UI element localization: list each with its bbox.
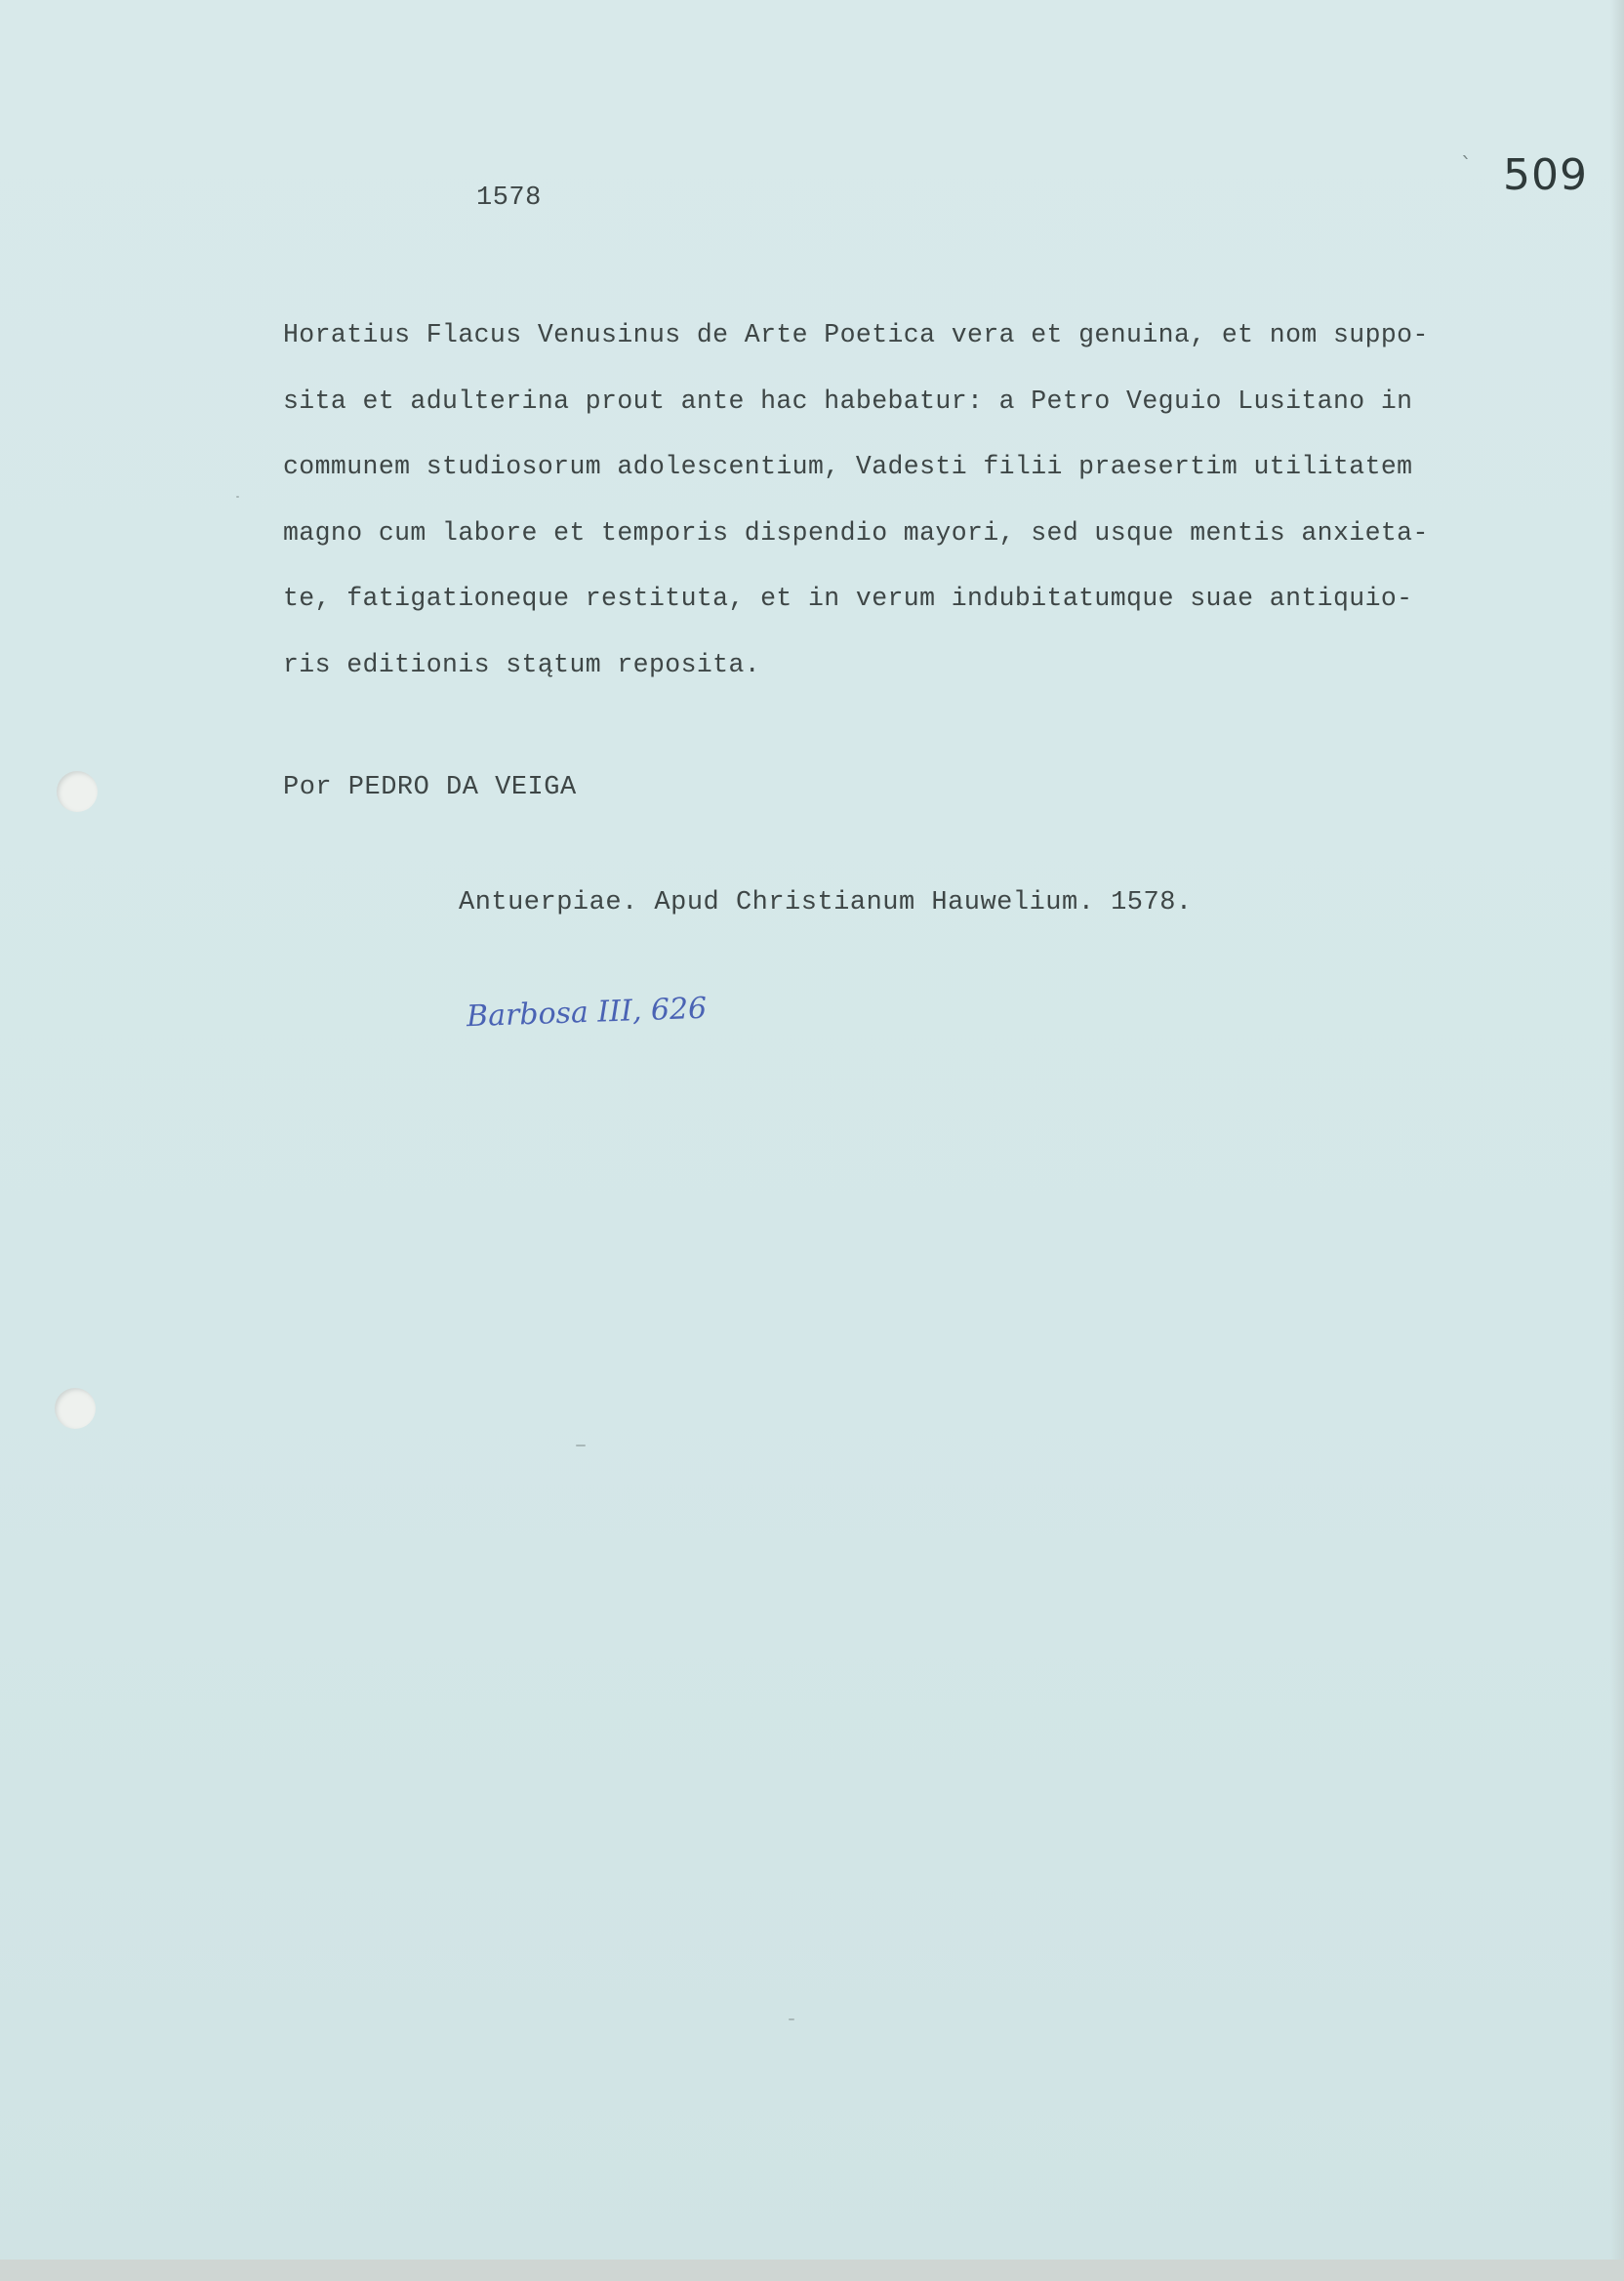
title-block [283, 303, 1581, 698]
page-edge-right [1610, 0, 1624, 2281]
page-edge-bottom [0, 2260, 1624, 2281]
title-line: Horatius Flacus Venusinus de Arte Poetica vera et genuina, et nom suppo- [283, 320, 1429, 349]
title-line: ris editionis stątum reposita. [283, 649, 761, 679]
punch-hole-top [57, 771, 98, 812]
author-line: Por PEDRO DA VEIGA [283, 773, 577, 802]
imprint-line: Antuerpiae. Apud Christianum Hauwelium. 1578. [459, 888, 1193, 917]
title-line: magno cum labore et temporis dispendio mayori, sed usque mentis anxieta- [283, 517, 1429, 548]
handwritten-reference: Barbosa III, 626 [466, 991, 708, 1035]
punch-hole-bottom [55, 1388, 96, 1429]
paper-speck [236, 496, 239, 498]
title-line: sita et adulterina prout ante hac habebatur: a Petro Veguio Lusitano in [283, 386, 1413, 416]
folio-mark-icon: ` [1461, 154, 1472, 179]
folio-number: 509 [1503, 150, 1588, 200]
title-line: te, fatigationeque restituta, et in verum indubitatumque suae antiquio- [283, 584, 1413, 613]
catalog-year: 1578 [476, 183, 542, 213]
paper-speck [789, 2018, 794, 2020]
paper-speck [576, 1445, 586, 1446]
title-line: communem studiosorum adolescentium, Vadesti filii praesertim utilitatem [283, 452, 1413, 481]
